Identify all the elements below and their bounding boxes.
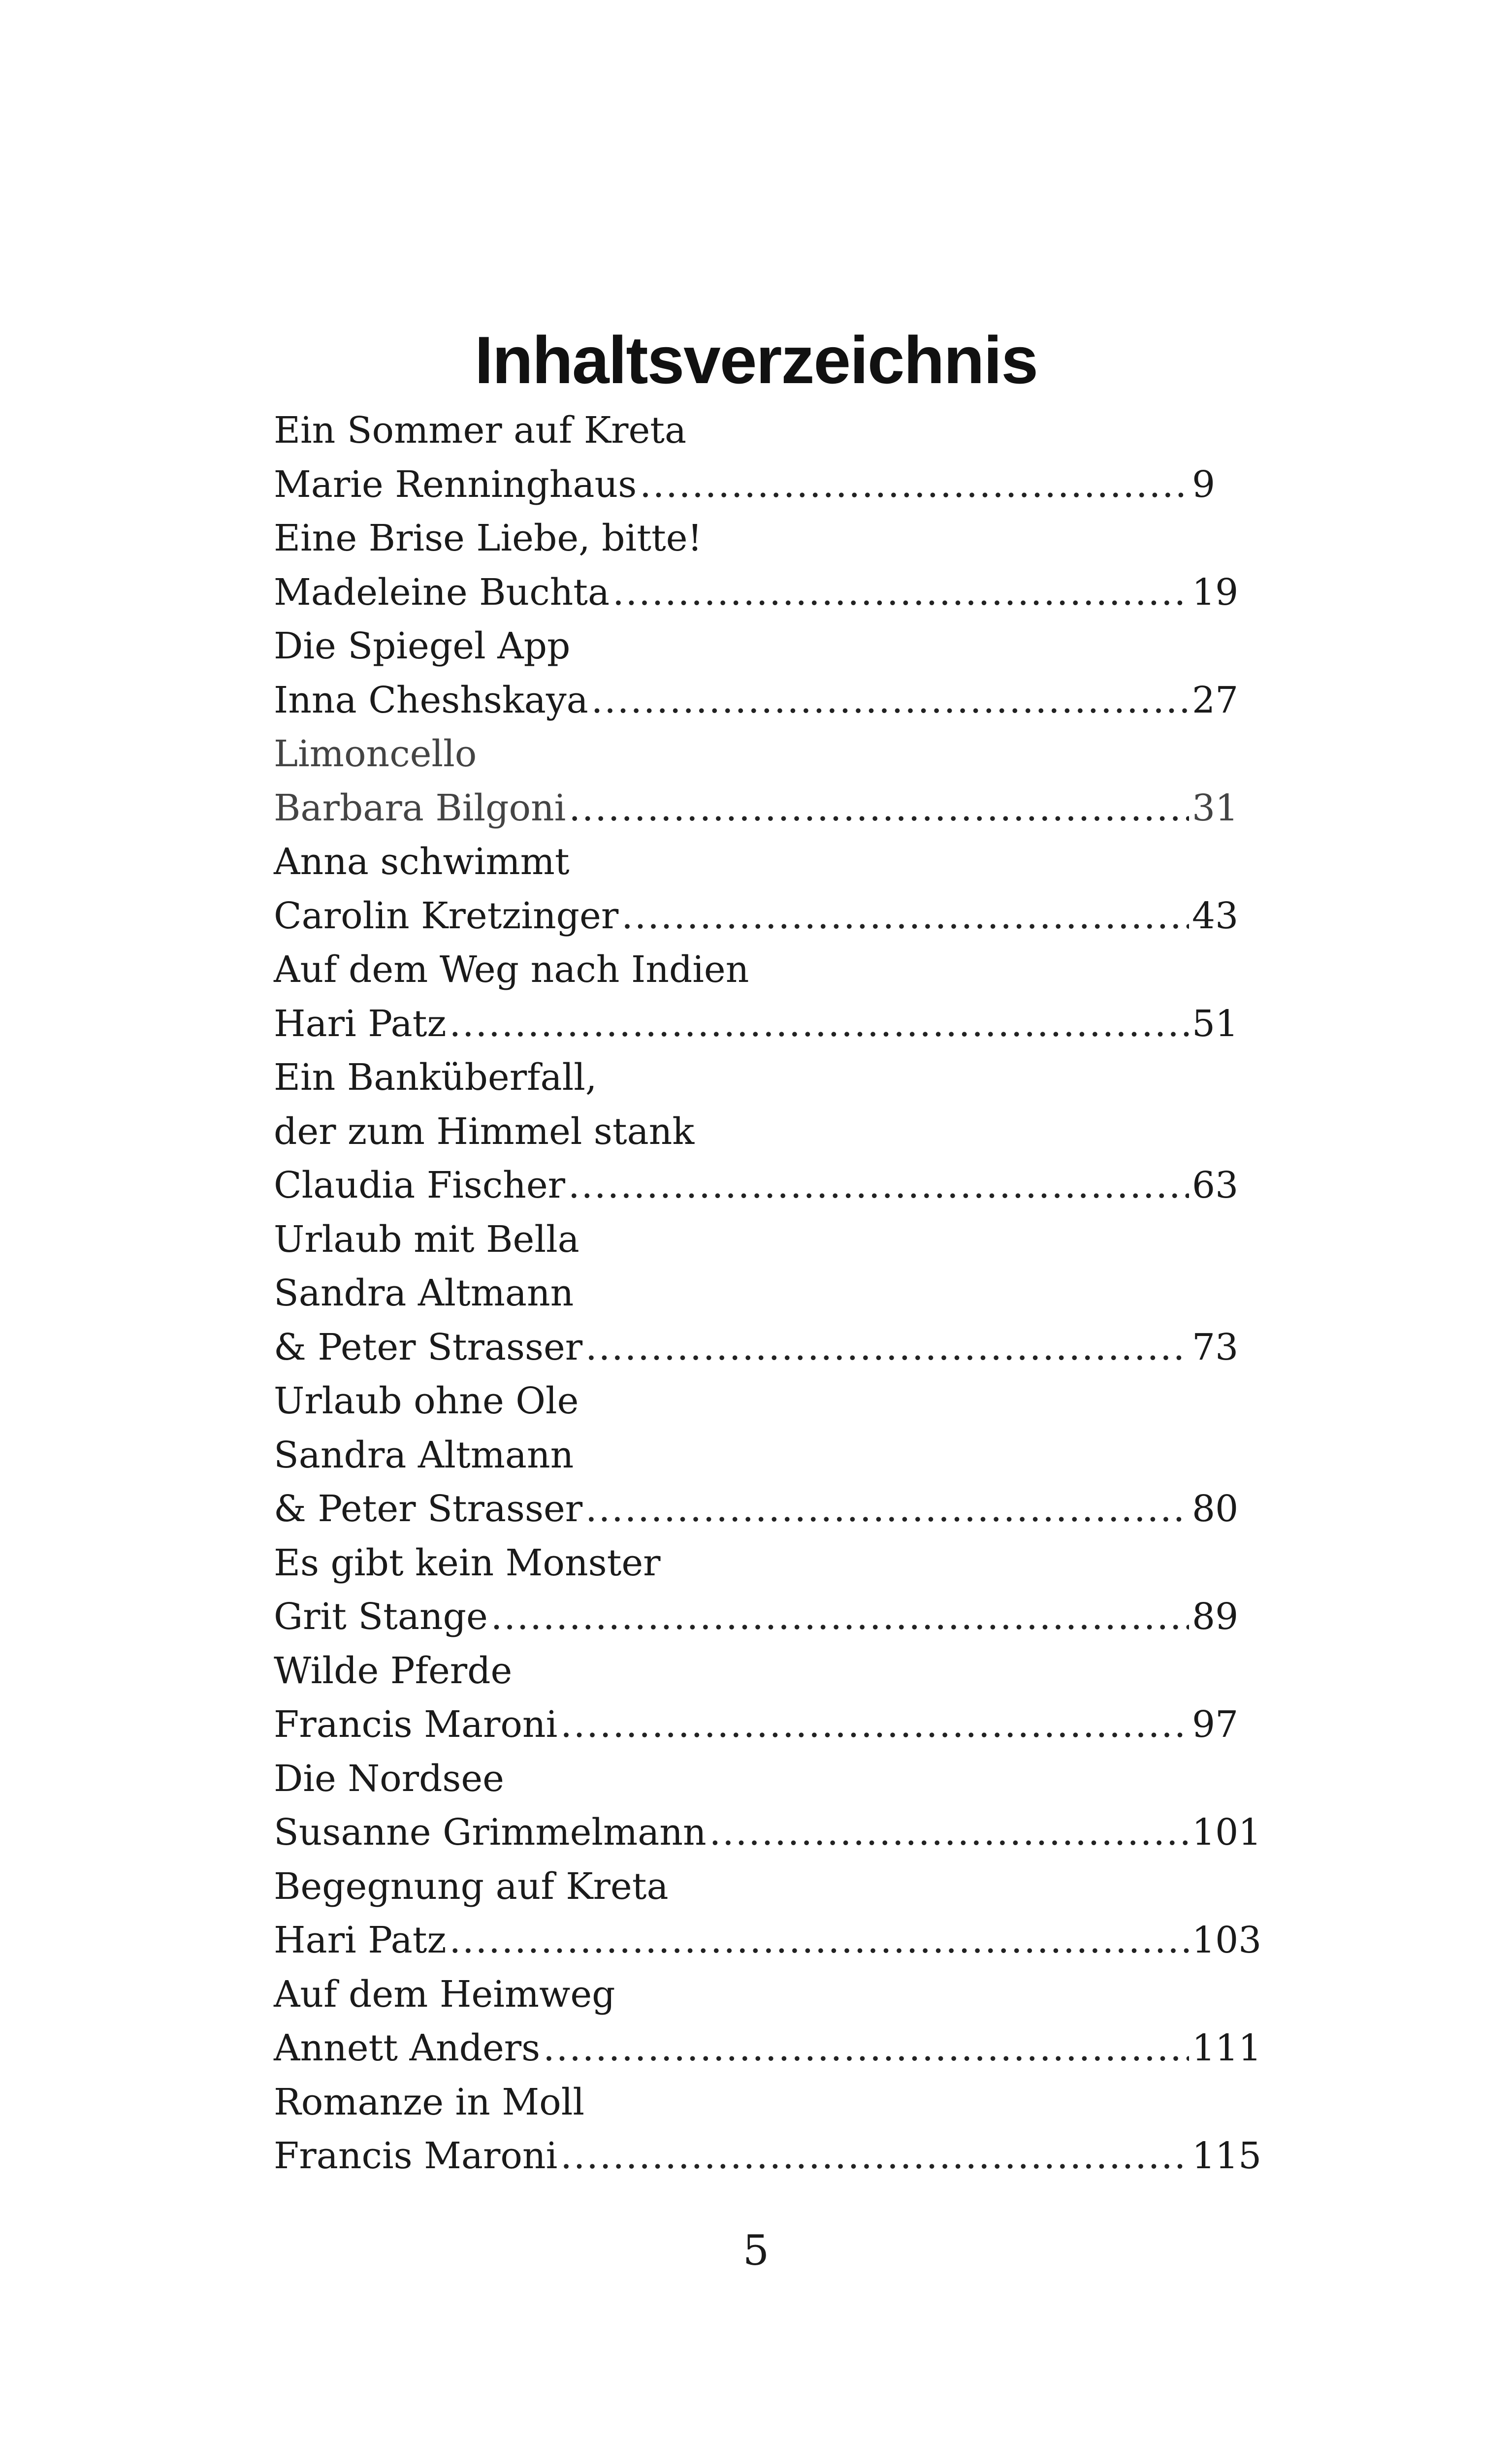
- toc-entry-author: [274, 566, 1254, 620]
- toc-entry-title: [274, 835, 1254, 889]
- toc-page-number: 19: [1192, 571, 1239, 614]
- table-of-contents: [274, 404, 1262, 2183]
- dot-leader: [569, 782, 1189, 836]
- toc-page-number: 63: [1192, 1164, 1239, 1206]
- toc-entry-author: [274, 782, 1254, 836]
- dot-leader: [450, 1914, 1189, 1968]
- toc-entry-text: Carolin Kretzinger: [274, 894, 619, 937]
- toc-entry-author: [274, 2129, 1262, 2183]
- toc-entry-title: [274, 1105, 1254, 1159]
- toc-entry-text: Urlaub mit Bella: [274, 1218, 579, 1261]
- toc-entry-text: Urlaub ohne Ole: [274, 1380, 579, 1422]
- dot-leader: [560, 1698, 1189, 1752]
- toc-entry-title: [274, 1860, 1254, 1914]
- toc-entry-text: Sandra Altmann: [274, 1272, 574, 1314]
- toc-entry-text: Hari Patz: [274, 1002, 447, 1045]
- toc-entry-title: [274, 1752, 1254, 1806]
- toc-entry-author: [274, 2021, 1262, 2076]
- toc-entry-text: der zum Himmel stank: [274, 1110, 695, 1153]
- toc-entry-text: Anna schwimmt: [274, 841, 570, 883]
- dot-leader: [560, 2129, 1189, 2183]
- toc-entry-text: Eine Brise Liebe, bitte!: [274, 517, 703, 559]
- toc-entry-author: [274, 889, 1254, 944]
- toc-entry-title: [274, 1644, 1254, 1698]
- dot-leader: [612, 566, 1189, 620]
- toc-entry-author: [274, 1914, 1262, 1968]
- toc-entry-title: [274, 1429, 1254, 1483]
- toc-entry-text: Wilde Pferde: [274, 1649, 513, 1692]
- toc-entry-text: Begegnung auf Kreta: [274, 1865, 669, 1908]
- dot-leader: [491, 1590, 1189, 1644]
- toc-entry-text: Marie Renninghaus: [274, 463, 637, 506]
- toc-entry-title: [274, 727, 1254, 782]
- toc-page-number: 111: [1192, 2027, 1262, 2069]
- page-title: Inhaltsverzeichnis: [474, 323, 1038, 398]
- dot-leader: [709, 1806, 1189, 1860]
- toc-entry-author: [274, 1806, 1262, 1860]
- toc-entry-text: Madeleine Buchta: [274, 571, 610, 614]
- toc-entry-text: Die Spiegel App: [274, 625, 571, 667]
- toc-entry-text: Barbara Bilgoni: [274, 786, 566, 829]
- toc-entry-text: Annett Anders: [274, 2027, 541, 2069]
- toc-entry-title: [274, 1968, 1254, 2022]
- toc-entry-title: [274, 619, 1254, 674]
- toc-entry-title: [274, 404, 1254, 458]
- dot-leader: [585, 1482, 1189, 1536]
- toc-entry-title: [274, 1536, 1254, 1591]
- toc-page-number: 103: [1192, 1919, 1262, 1961]
- toc-entry-text: Ein Banküberfall,: [274, 1056, 597, 1099]
- toc-entry-title: [274, 1267, 1254, 1321]
- toc-entry-text: Sandra Altmann: [274, 1433, 574, 1476]
- toc-page-number: 31: [1192, 786, 1239, 829]
- dot-leader: [640, 458, 1189, 512]
- toc-entry-author: [274, 458, 1254, 512]
- toc-entry-text: Susanne Grimmelmann: [274, 1811, 707, 1854]
- toc-page-number: 73: [1192, 1326, 1239, 1368]
- toc-entry-text: Inna Cheshskaya: [274, 679, 588, 721]
- toc-entry-text: Die Nordsee: [274, 1757, 504, 1800]
- toc-entry-text: Romanze in Moll: [274, 2081, 585, 2123]
- toc-entry-text: Auf dem Weg nach Indien: [274, 948, 749, 991]
- toc-entry-author: [274, 1321, 1254, 1375]
- toc-entry-title: [274, 2076, 1254, 2130]
- toc-entry-author: [274, 1159, 1254, 1213]
- toc-entry-title: [274, 1213, 1254, 1267]
- toc-page-number: 115: [1192, 2135, 1262, 2177]
- toc-entry-title: [274, 512, 1254, 566]
- toc-page-number: 51: [1192, 1002, 1239, 1045]
- toc-entry-text: Claudia Fischer: [274, 1164, 565, 1206]
- toc-entry-text: Francis Maroni: [274, 1703, 558, 1746]
- toc-entry-title: [274, 1374, 1254, 1429]
- dot-leader: [450, 997, 1189, 1051]
- toc-page-number: 9: [1192, 463, 1216, 506]
- toc-entry-text: Limoncello: [274, 733, 477, 775]
- toc-entry-author: [274, 1482, 1254, 1536]
- toc-page-number: 43: [1192, 894, 1239, 937]
- dot-leader: [543, 2021, 1189, 2076]
- toc-entry-author: [274, 1698, 1254, 1752]
- dot-leader: [591, 674, 1189, 728]
- toc-entry-text: Auf dem Heimweg: [274, 1973, 615, 2016]
- toc-entry-text: & Peter Strasser: [274, 1326, 583, 1368]
- toc-entry-text: & Peter Strasser: [274, 1488, 583, 1530]
- toc-page-number: 27: [1192, 679, 1239, 721]
- toc-entry-text: Hari Patz: [274, 1919, 447, 1961]
- dot-leader: [585, 1321, 1189, 1375]
- toc-entry-author: [274, 674, 1254, 728]
- toc-entry-title: [274, 943, 1254, 997]
- dot-leader: [621, 889, 1189, 944]
- toc-page-number: 89: [1192, 1596, 1239, 1638]
- toc-entry-text: Es gibt kein Monster: [274, 1541, 661, 1584]
- toc-entry-text: Francis Maroni: [274, 2135, 558, 2177]
- toc-page-number: 101: [1192, 1811, 1262, 1854]
- page-number: 5: [742, 2226, 770, 2275]
- dot-leader: [568, 1159, 1189, 1213]
- toc-page-number: 97: [1192, 1703, 1239, 1746]
- toc-entry-author: [274, 1590, 1254, 1644]
- toc-entry-title: [274, 1051, 1254, 1105]
- toc-entry-text: Ein Sommer auf Kreta: [274, 409, 687, 452]
- toc-entry-author: [274, 997, 1254, 1051]
- toc-entry-text: Grit Stange: [274, 1596, 488, 1638]
- toc-page-number: 80: [1192, 1488, 1239, 1530]
